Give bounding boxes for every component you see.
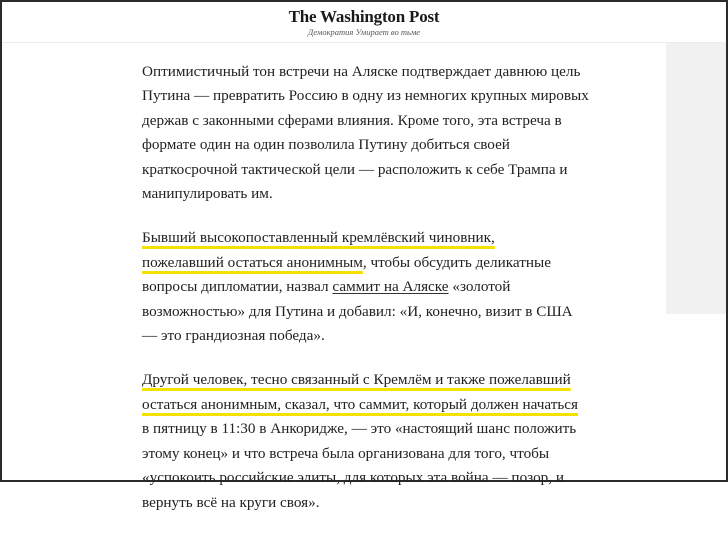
text-line: «успокоить российские элиты, для которых эта война — позор, и: [142, 469, 564, 487]
highlighted-text: Другой человек, тесно связанный с Кремлём и также пожелавший: [142, 371, 571, 389]
text-line: [142, 275, 612, 299]
text-line: [142, 393, 612, 417]
text-line: вернуть всё на круги своя».: [142, 493, 320, 511]
paragraph-3: [142, 368, 612, 514]
paragraph-1: [142, 60, 612, 206]
text-line: в пятницу в 11:30 в Анкоридже, — это «настоящий шанс положить: [142, 420, 577, 438]
highlighted-text: остаться анонимным, сказал, что саммит, который должен начаться: [142, 395, 579, 413]
alaska-summit-link[interactable]: саммит на Аляске: [332, 278, 449, 296]
paragraph-2: [142, 226, 612, 348]
highlighted-text: Бывший высокопоставленный кремлёвский чиновник,: [142, 229, 495, 247]
text-line: манипулировать им.: [142, 185, 273, 203]
text-line: [142, 368, 612, 392]
text-line: — это грандиозная победа».: [142, 327, 325, 345]
text-line: держав с законными сферами влияния. Кроме того, эта встреча в: [142, 111, 562, 129]
text-line: Оптимистичный тон встречи на Аляске подтверждает давнюю цель: [142, 63, 581, 80]
text-line: возможностью» для Путина и добавил: «И, конечно, визит в США: [142, 302, 573, 320]
text-line: этому конец» и что встреча была организована для того, чтобы: [142, 444, 550, 462]
text-segment: вопросы дипломатии, назвал: [142, 278, 333, 296]
right-sidebar-placeholder: [666, 43, 726, 314]
text-line: [142, 251, 612, 275]
text-line: Путина — превратить Россию в одну из немногих крупных мировых: [142, 87, 589, 105]
masthead-tagline: Демократия Умирает во тьме: [307, 27, 421, 37]
highlighted-text: пожелавший остаться анонимным: [142, 253, 363, 271]
text-line: [142, 226, 612, 250]
masthead: [2, 2, 726, 43]
text-line: краткосрочной тактической цели — расположить к себе Трампа и: [142, 160, 568, 178]
text-line: формате один на один позволила Путину добиться своей: [142, 136, 510, 154]
article-body: [142, 60, 612, 535]
text-segment: , чтобы обсудить деликатные: [362, 253, 551, 271]
washington-post-logo[interactable]: The Washington Post: [288, 7, 440, 26]
text-segment: «золотой: [448, 278, 511, 296]
